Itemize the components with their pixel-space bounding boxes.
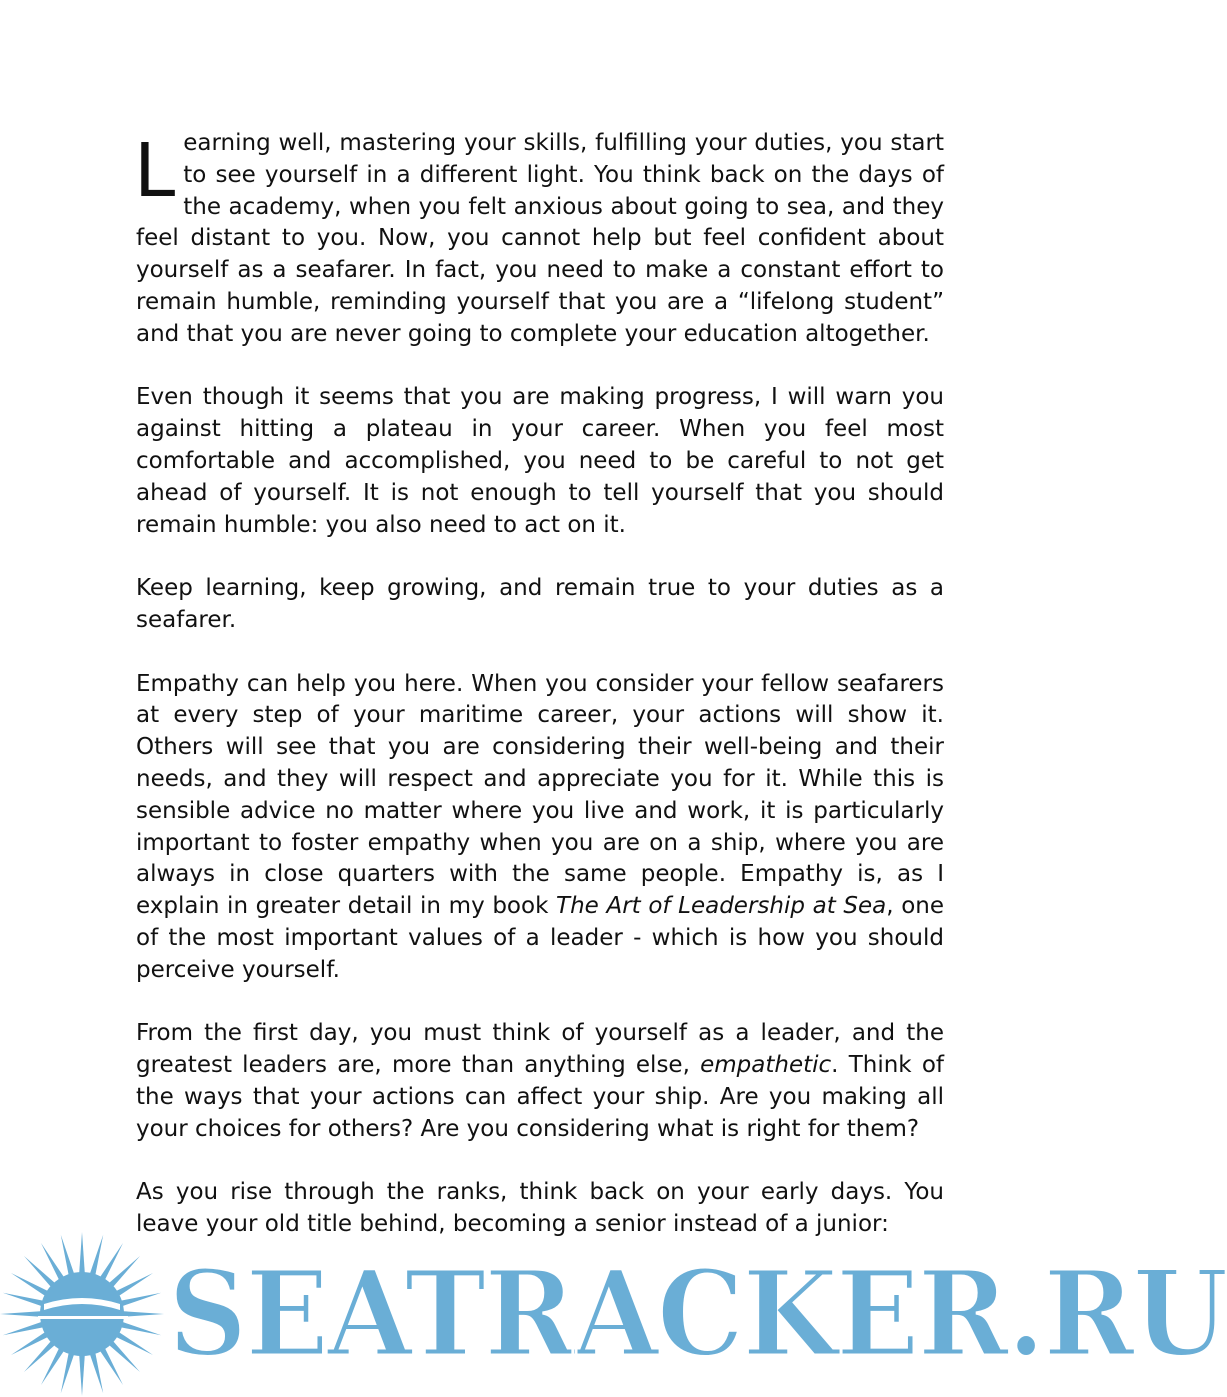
paragraph-1-text: earning well, mastering your skills, fulfilling your duties, you start to see yourself in a different light. You think back on the days of the academy, when you felt anxious about going to sea, and they feel distant to you. Now, you cannot help but feel confident about yourself as a seafarer. In fact, you need to make a constant effort to remain humble, reminding yourself that you are a “lifelong student” and that you are never going to complete your education altogether. <box>136 130 944 347</box>
paragraph-3: Keep learning, keep growing, and remain true to your duties as a seafarer. <box>136 575 944 633</box>
paragraph-4-text-b: , one of the most important values of a leader - which is how you should perceive yourself. <box>136 893 944 983</box>
sun-ray <box>3 1322 44 1336</box>
sun-ray <box>61 1352 75 1393</box>
watermark-text: SEATRACKER.RU <box>168 1244 1227 1383</box>
book-title: The Art of Leadership at Sea <box>556 893 887 920</box>
paragraph-5-text-a: From the first day, you must think of yourself as a leader, and the greatest leaders are, more than anything else, <box>136 1020 944 1079</box>
sun-ray <box>120 1322 161 1336</box>
sun-logo-icon <box>0 1232 170 1397</box>
sun-ray <box>0 1311 42 1317</box>
document-body <box>136 128 944 1273</box>
emphasis-word: empathetic <box>700 1052 832 1079</box>
sun-ray <box>90 1235 104 1276</box>
sun-ray <box>61 1235 75 1276</box>
paragraph-4-text-a: Empathy can help you here. When you consider your fellow seafarers at every step of your maritime career, your actions will show it. Others will see that you are considering their well-being and their needs, and they will respect and appreciate you for it. While this is sensible advice no matter where you live and work, it is particularly important to foster empathy when you are on a ship, where you are always in close quarters with the same people. Empathy is, as I explain in greater detail in my book <box>136 670 944 920</box>
sun-ray <box>3 1293 44 1307</box>
paragraph-2: Even though it seems that you are making progress, I will warn you against hitting a plateau in your career. When you feel most comfortable and accomplished, you need to be careful to not get ahead of yourself. It is not enough to tell yourself that you should remain humble: you also need to act on it. <box>136 384 944 538</box>
sun-ray <box>122 1311 164 1317</box>
paragraph-5 <box>136 1018 944 1145</box>
sun-ray <box>79 1354 85 1396</box>
paragraph-5-text-b: . Think of the ways that your actions can affect your ship. Are you making all your choices for others? Are you considering what is right for them? <box>136 1052 945 1142</box>
paragraph-4 <box>136 669 944 987</box>
sun-ray <box>120 1293 161 1307</box>
sun-ray <box>79 1232 85 1274</box>
sun-ray <box>90 1352 104 1393</box>
drop-cap: L <box>134 128 176 214</box>
paragraph-1 <box>136 128 944 351</box>
paragraph-6: As you rise through the ranks, think back on your early days. You leave your old title behind, becoming a senior instead of a junior: <box>136 1179 944 1238</box>
